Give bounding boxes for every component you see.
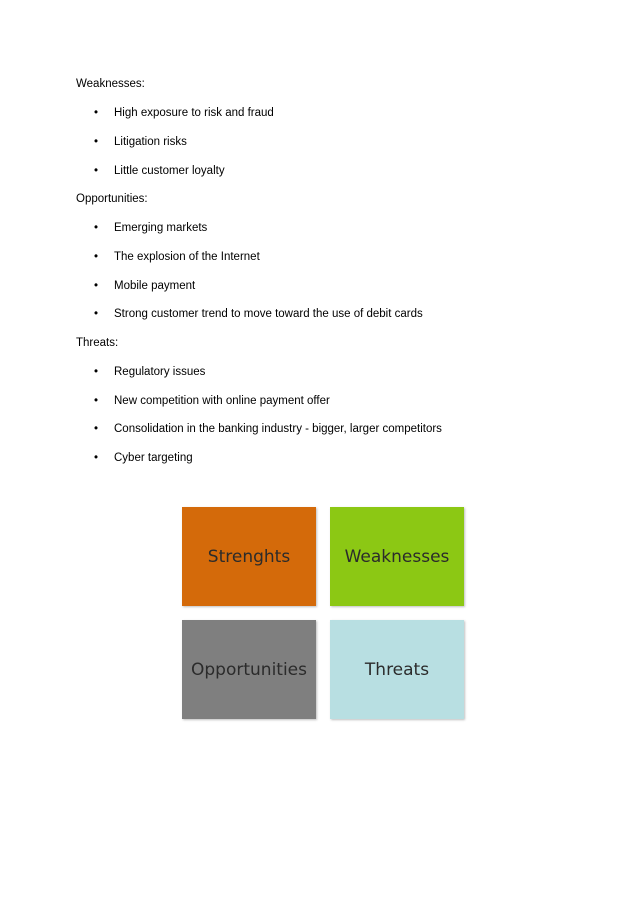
swot-strengths-box bbox=[182, 507, 316, 606]
swot-weaknesses-label: Weaknesses bbox=[344, 546, 450, 567]
bullet-glyph: • bbox=[94, 308, 99, 320]
swot-strengths-label: Strenghts bbox=[207, 546, 291, 567]
list-item bbox=[94, 307, 423, 321]
opportunities-heading: Opportunities: bbox=[76, 193, 148, 205]
list-item bbox=[94, 164, 225, 178]
threats-heading: Threats: bbox=[76, 337, 119, 349]
list-item-text: Little customer loyalty bbox=[114, 165, 225, 177]
swot-opportunities-label: Opportunities bbox=[191, 659, 307, 680]
list-item bbox=[94, 451, 193, 465]
list-item-text: New competition with online payment offer bbox=[114, 395, 330, 407]
list-item bbox=[94, 394, 330, 408]
bullet-glyph: • bbox=[94, 280, 99, 292]
list-item bbox=[94, 422, 442, 436]
bullet-glyph: • bbox=[94, 136, 99, 148]
list-item bbox=[94, 221, 207, 235]
swot-opportunities-box bbox=[182, 620, 316, 719]
bullet-glyph: • bbox=[94, 251, 99, 263]
list-item bbox=[94, 365, 205, 379]
list-item bbox=[94, 135, 187, 149]
list-item-text: The explosion of the Internet bbox=[114, 251, 260, 263]
list-item-text: Strong customer trend to move toward the use of debit cards bbox=[114, 308, 423, 320]
list-item-text: Emerging markets bbox=[114, 222, 208, 234]
bullet-glyph: • bbox=[94, 423, 99, 435]
bullet-glyph: • bbox=[94, 165, 99, 177]
bullet-glyph: • bbox=[94, 222, 99, 234]
list-item bbox=[94, 279, 195, 293]
bullet-glyph: • bbox=[94, 107, 99, 119]
bullet-glyph: • bbox=[94, 366, 99, 378]
bullet-glyph: • bbox=[94, 452, 99, 464]
list-item-text: Litigation risks bbox=[114, 136, 187, 148]
list-item bbox=[94, 106, 274, 120]
swot-threats-label: Threats bbox=[364, 659, 430, 680]
bullet-glyph: • bbox=[94, 395, 99, 407]
list-item-text: High exposure to risk and fraud bbox=[114, 107, 274, 119]
swot-weaknesses-box bbox=[330, 507, 464, 606]
list-item-text: Cyber targeting bbox=[114, 452, 193, 464]
weaknesses-heading: Weaknesses: bbox=[76, 78, 145, 90]
list-item bbox=[94, 250, 260, 264]
swot-threats-box bbox=[330, 620, 464, 719]
list-item-text: Regulatory issues bbox=[114, 366, 206, 378]
list-item-text: Consolidation in the banking industry - bigger, larger competitors bbox=[114, 423, 442, 435]
list-item-text: Mobile payment bbox=[114, 280, 196, 292]
